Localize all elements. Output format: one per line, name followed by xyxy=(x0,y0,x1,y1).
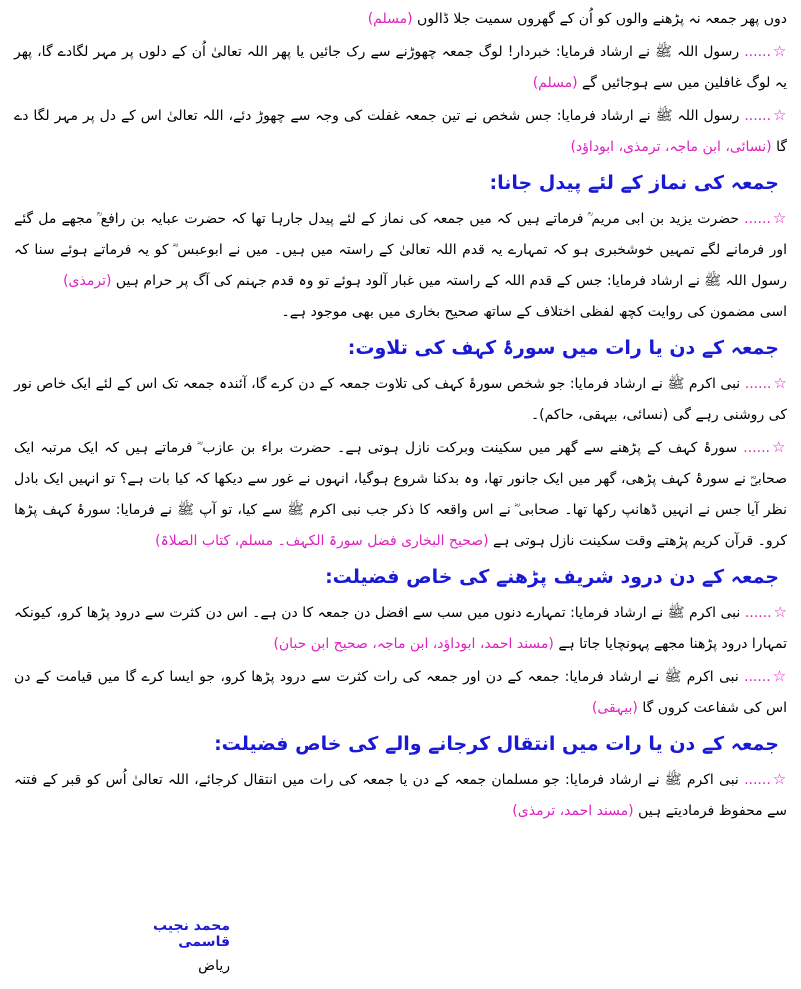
author-name: محمد نجیب قاسمی xyxy=(153,918,230,950)
intro-text: دوں پھر جمعہ نہ پڑھنے والوں کو اُن کے گھروں سمیت جلا ڈالوں xyxy=(417,11,787,27)
intro-paragraph xyxy=(14,4,787,35)
dots-leader: ...... xyxy=(744,772,771,788)
star-icon: ☆ xyxy=(772,42,787,60)
durood-text: نبی اکرم ﷺ نے ارشاد فرمایا: تمہارے دنوں میں سب سے افضل دن جمعہ کا دن ہے۔ اس دن کثرت سے درود پڑھا کرو، کیونکہ تمہارا درود پڑھنا مجھے پہونچایا جاتا ہے xyxy=(14,605,787,652)
dots-leader: ...... xyxy=(744,108,772,124)
section-heading-death: جمعہ کے دن یا رات میں انتقال کرجانے والے کی خاص فضیلت: xyxy=(214,733,779,755)
hadith-paragraph xyxy=(14,36,787,99)
dots-leader: ...... xyxy=(744,669,771,685)
section-heading-kahf: جمعہ کے دن یا رات میں سورۂ کہف کی تلاوت: xyxy=(347,337,779,359)
section-heading-walking: جمعہ کی نماز کے لئے پیدل جانا: xyxy=(489,172,779,194)
walking-text: حضرت یزید بن ابی مریم ؒ فرماتے ہیں کہ میں جمعہ کی نماز کے لئے پیدل جارہا تھا کہ حضرت عبایہ بن رافع ؒ مجھے مل گئے اور فرمانے لگے تمہیں خوشخبری ہو کہ تمہارے یہ قدم اللہ تعالیٰ کے راستہ میں ہیں۔ میں نے ابوعبس ؓ کو یہ فرماتے ہوئے سنا کہ رسول اللہ ﷺ نے ارشاد فرمایا: جس کے قدم اللہ کے راستہ میں غبار آلود ہوئے تو وہ قدم جہنم کی آگ پر حرام ہیں xyxy=(14,211,787,289)
kahf-paragraph xyxy=(14,368,787,431)
hadith-text: رسول اللہ ﷺ نے ارشاد فرمایا: خبردار! لوگ جمعہ چھوڑنے سے رک جائیں یا پھر اللہ تعالیٰ اُن کے دلوں پر مہر لگادے گا، پھر یہ لوگ غافلین میں سے ہوجائیں گے xyxy=(14,44,787,91)
kahf-story-reference: (صحیح البخاری فضل سورۃ الکہف۔ مسلم، کتاب الصلاۃ) xyxy=(155,533,489,549)
durood-paragraph xyxy=(14,597,787,660)
walking-tail-text: اسی مضمون کی روایت کچھ لفظی اختلاف کے ساتھ صحیح بخاری میں بھی موجود ہے۔ xyxy=(281,304,787,320)
kahf-paragraph xyxy=(14,432,787,557)
star-icon: ☆ xyxy=(773,603,788,621)
dots-leader: ...... xyxy=(744,44,771,60)
star-icon: ☆ xyxy=(772,667,787,685)
death-paragraph xyxy=(14,764,787,827)
section-heading-durood: جمعہ کے دن درود شریف پڑھنے کی خاص فضیلت: xyxy=(325,566,779,588)
dots-leader: ...... xyxy=(744,376,772,392)
star-icon: ☆ xyxy=(772,770,788,788)
star-icon: ☆ xyxy=(773,106,788,124)
kahf-story-text: سورۂ کہف کے پڑھنے سے گھر میں سکینت وبرکت نازل ہوتی ہے۔ حضرت براء بن عازب ؓ فرماتے ہیں کہ ایک مرتبہ ایک صحابیؓ نے سورۂ کہف پڑھی، گھر میں ایک جانور تھا، وہ بدکنا شروع ہوگیا، انہوں نے غور سے دیکھا کہ کیا بات ہے؟ تو انہیں ایک بادل نظر آیا جس نے انہیں ڈھانپ رکھا تھا۔ صحابی ؓ نے اس واقعہ کا ذکر جب نبی اکرم ﷺ سے کیا، تو آپ ﷺ نے فرمایا: سورۂ کہف پڑھا کرو۔ قرآن کریم پڑھتے وقت سکینت نازل ہوتی ہے xyxy=(14,440,787,549)
durood-paragraph xyxy=(14,661,787,724)
dots-leader: ...... xyxy=(744,211,771,227)
death-reference: (مسند احمد، ترمذی) xyxy=(512,803,634,819)
death-text: نبی اکرم ﷺ نے ارشاد فرمایا: جو مسلمان جمعہ کے دن یا جمعہ کی رات میں انتقال کرجائے، اللہ تعالیٰ اُس کو قبر کے فتنہ سے محفوظ فرمادیتے ہیں xyxy=(14,772,787,819)
durood-reference: (مسند احمد، ابوداؤد، ابن ماجہ، صحیح ابن حبان) xyxy=(273,636,554,652)
kahf-text: نبی اکرم ﷺ نے ارشاد فرمایا: جو شخص سورۂ کہف کی تلاوت جمعہ کے دن کرے گا، آئندہ جمعہ تک اس کے لئے ایک خاص نور کی روشنی رہے گی xyxy=(14,376,787,423)
kahf-reference: (نسائی، بیہقی، حاکم)۔ xyxy=(530,407,669,423)
intro-reference: (مسلم) xyxy=(367,11,413,27)
walking-paragraph xyxy=(14,203,787,328)
star-icon: ☆ xyxy=(772,209,788,227)
durood-text: نبی اکرم ﷺ نے ارشاد فرمایا: جمعہ کے دن اور جمعہ کی رات کثرت سے درود پڑھا کرو، جو ایسا کرے گا میں قیامت کے دن اس کی شفاعت کروں گا xyxy=(14,669,787,716)
author-city: ریاض xyxy=(198,958,230,974)
walking-reference: (ترمذی) xyxy=(63,273,112,289)
hadith-reference: (مسلم) xyxy=(532,75,578,91)
hadith-reference: (نسائی، ابن ماجہ، ترمذی، ابوداؤد) xyxy=(570,139,772,155)
dots-leader: ...... xyxy=(744,605,772,621)
hadith-text: رسول اللہ ﷺ نے ارشاد فرمایا: جس شخص نے تین جمعہ غفلت کی وجہ سے چھوڑ دئے، اللہ تعالیٰ اس کے دل پر مہر لگا دے گا xyxy=(14,108,787,155)
star-icon: ☆ xyxy=(772,438,788,456)
hadith-paragraph xyxy=(14,100,787,163)
dots-leader: ...... xyxy=(743,440,770,456)
durood-reference: (بیہقی) xyxy=(591,700,638,716)
star-icon: ☆ xyxy=(773,374,788,392)
